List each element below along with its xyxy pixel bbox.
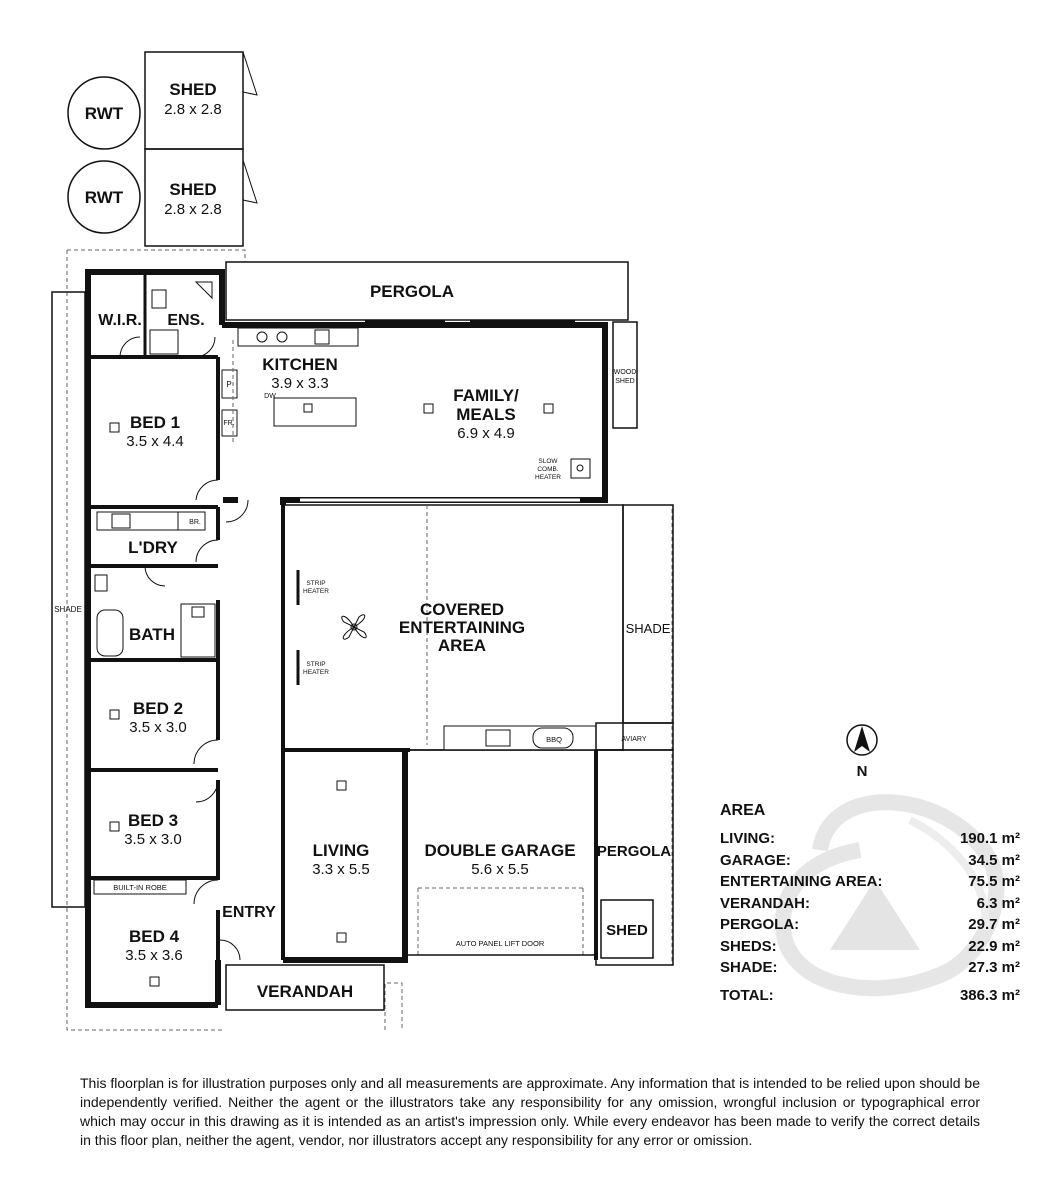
- laundry-fixtures: [97, 512, 205, 530]
- svg-text:SLOW: SLOW: [538, 458, 558, 465]
- svg-text:P: P: [226, 380, 232, 389]
- svg-text:SHADE: SHADE: [54, 605, 82, 614]
- entry-label: ENTRY: [222, 904, 276, 921]
- svg-text:HEATER: HEATER: [303, 588, 329, 595]
- built-in-robe-label: BUILT-IN ROBE: [113, 883, 167, 892]
- svg-text:PERGOLA: PERGOLA: [596, 843, 672, 860]
- wood-shed: [613, 322, 637, 428]
- garage-label: DOUBLE GARAGE: [424, 841, 576, 860]
- rwt-label: RWT: [84, 188, 124, 207]
- svg-text:DW: DW: [264, 393, 276, 400]
- rwt-tank-1: [68, 77, 140, 149]
- shade-right: [623, 505, 673, 723]
- wir-label: W.I.R.: [98, 312, 142, 329]
- bed2-size: 3.5 x 3.0: [129, 719, 187, 736]
- svg-text:HEATER: HEATER: [303, 669, 329, 676]
- svg-text:2.8 x 2.8: 2.8 x 2.8: [164, 101, 222, 118]
- shade-left: [52, 292, 85, 907]
- area-title: AREA: [720, 802, 766, 819]
- svg-text:HEATER: HEATER: [535, 474, 561, 481]
- svg-text:SHED: SHED: [169, 80, 217, 99]
- svg-text:SHED: SHED: [606, 922, 648, 939]
- bed3-size: 3.5 x 3.0: [124, 831, 182, 848]
- bed1-label: BED 1: [129, 413, 181, 432]
- garage-door-label: AUTO PANEL LIFT DOOR: [455, 939, 545, 948]
- strip-heaters: [298, 570, 329, 685]
- area-row-pergola: PERGOLA: 29.7 m²: [720, 916, 1020, 933]
- ens-label: ENS.: [167, 312, 205, 329]
- area-row-living: LIVING: 190.1 m²: [720, 830, 1020, 847]
- svg-text:PERGOLA: PERGOLA: [369, 282, 455, 301]
- bath-fixtures: [95, 575, 215, 657]
- area-row-entertaining: ENTERTAINING AREA: 75.5 m²: [720, 873, 1020, 890]
- heater: [535, 458, 590, 481]
- rwt-tank-2: [68, 161, 140, 233]
- north-compass: [847, 725, 877, 780]
- svg-text:COMB.: COMB.: [537, 466, 559, 473]
- bath-label: BATH: [129, 625, 175, 644]
- svg-text:SHED: SHED: [169, 180, 217, 199]
- area-row-total: TOTAL: 386.3 m²: [720, 986, 1020, 1004]
- svg-text:AVIARY: AVIARY: [621, 736, 647, 743]
- shed-2: [145, 149, 257, 246]
- meals-label: MEALS: [456, 405, 516, 424]
- bed3-label: BED 3: [127, 811, 179, 830]
- kitchen-label: KITCHEN: [262, 355, 338, 374]
- area-row-verandah: VERANDAH: 6.3 m²: [720, 894, 1020, 912]
- bed4-size: 3.5 x 3.6: [125, 947, 183, 964]
- svg-text:ENTERTAINING: ENTERTAINING: [398, 618, 526, 637]
- svg-text:STRIP: STRIP: [306, 580, 326, 587]
- svg-text:WOOD: WOOD: [613, 369, 637, 376]
- svg-text:SHED: SHED: [615, 378, 635, 385]
- svg-text:N: N: [856, 763, 868, 780]
- kitchen-size: 3.9 x 3.3: [271, 375, 329, 392]
- svg-text:SHADE: SHADE: [625, 621, 671, 636]
- area-summary: [720, 802, 1020, 1006]
- living-size: 3.3 x 5.5: [312, 861, 370, 878]
- svg-text:VERANDAH: VERANDAH: [256, 982, 354, 1001]
- shed-1: [145, 52, 257, 149]
- area-row-shade: SHADE: 27.3 m²: [720, 959, 1020, 976]
- area-row-garage: GARAGE: 34.5 m²: [720, 851, 1020, 869]
- ceiling-fan-icon: [342, 615, 366, 639]
- svg-text:COVERED: COVERED: [419, 600, 505, 619]
- svg-text:2.8 x 2.8: 2.8 x 2.8: [164, 201, 222, 218]
- bed4-label: BED 4: [128, 927, 180, 946]
- family-size: 6.9 x 4.9: [457, 425, 515, 442]
- svg-text:FR.: FR.: [223, 420, 235, 427]
- area-row-sheds: SHEDS: 22.9 m²: [720, 937, 1020, 955]
- laundry-label: L'DRY: [128, 538, 178, 557]
- svg-text:BBQ: BBQ: [546, 735, 562, 744]
- bbq-counter: [444, 726, 596, 750]
- family-label: FAMILY/: [453, 386, 519, 405]
- rwt-label: RWT: [84, 104, 124, 123]
- living-label: LIVING: [312, 841, 370, 860]
- svg-text:STRIP: STRIP: [306, 661, 326, 668]
- bed1-size: 3.5 x 4.4: [126, 433, 184, 450]
- svg-text:AREA: AREA: [437, 636, 487, 655]
- garage-size: 5.6 x 5.5: [471, 861, 529, 878]
- svg-text:BR.: BR.: [189, 519, 201, 526]
- bed2-label: BED 2: [132, 699, 184, 718]
- disclaimer-text: This floorplan is for illustration purposes only and all measurements are approximate. Any information that is intended to be relied upon should be independently verified. Neither the agent or the illustrators take any responsibility for any omission, wrongful inclusion or typographical error which may occur in this drawing as it is intended as an artist's impression only. While every endeavor has been made to verify the correct details in this floor plan, neither the agent, vendor, nor illustrators accept any responsibility for any error or omission.: [80, 1075, 980, 1148]
